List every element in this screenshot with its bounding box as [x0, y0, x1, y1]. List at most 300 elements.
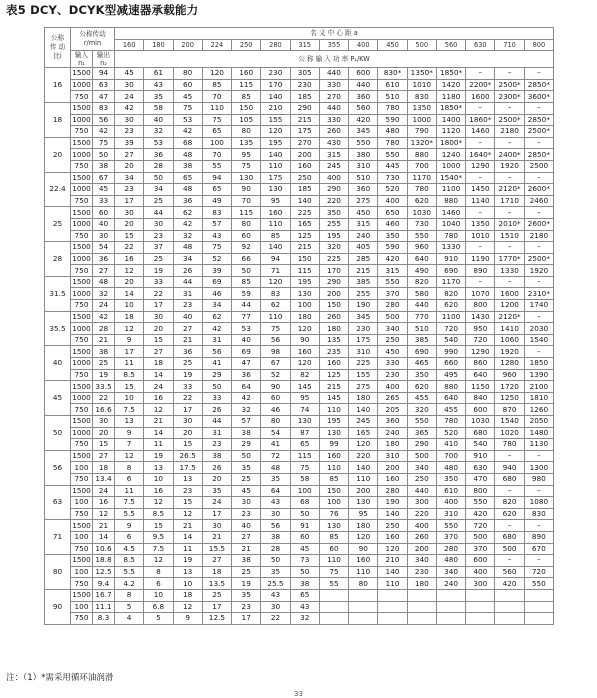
- power-cell: 17: [173, 404, 202, 416]
- output-speed-cell: 42: [93, 311, 115, 323]
- power-cell: 470: [466, 473, 495, 485]
- power-cell: 30: [144, 311, 173, 323]
- table-row: [45, 531, 554, 543]
- power-cell: 75: [261, 323, 290, 335]
- power-cell: 48: [261, 462, 290, 474]
- power-cell: 170: [261, 79, 290, 91]
- power-cell: 300: [407, 497, 436, 509]
- center-distance-800: 800: [524, 39, 553, 51]
- power-cell: 85: [319, 473, 348, 485]
- power-cell: 15: [115, 230, 144, 242]
- power-cell: 890: [524, 531, 553, 543]
- power-cell: 290: [407, 439, 436, 451]
- power-cell: 1400: [436, 114, 465, 126]
- power-cell: 110: [378, 578, 407, 590]
- power-cell: 135: [319, 334, 348, 346]
- power-cell: 8: [144, 566, 173, 578]
- power-cell: 135: [232, 137, 261, 149]
- power-cell: 70: [202, 91, 231, 103]
- power-cell: 80: [173, 68, 202, 80]
- power-cell: 57: [232, 416, 261, 428]
- power-cell: 80: [232, 218, 261, 230]
- power-cell: 680: [466, 427, 495, 439]
- power-cell: 19: [144, 265, 173, 277]
- power-cell: –: [495, 520, 524, 532]
- power-cell: 43: [202, 230, 231, 242]
- power-cell: 720: [524, 566, 553, 578]
- power-cell: 1030: [466, 416, 495, 428]
- power-cell: 14: [144, 369, 173, 381]
- power-cell: 140: [261, 91, 290, 103]
- power-cell: 24: [115, 91, 144, 103]
- table-row: [45, 450, 554, 462]
- power-cell: 720: [466, 334, 495, 346]
- output-speed-cell: 94: [93, 68, 115, 80]
- power-cell: 185: [290, 184, 319, 196]
- power-cell: 12: [173, 508, 202, 520]
- power-cell: 800: [466, 485, 495, 497]
- power-cell: 540: [466, 439, 495, 451]
- power-cell: 550: [524, 578, 553, 590]
- output-speed-cell: 19: [93, 369, 115, 381]
- table-row: [45, 520, 554, 532]
- power-cell: 140: [290, 195, 319, 207]
- power-cell: 1250: [495, 392, 524, 404]
- power-cell: –: [495, 68, 524, 80]
- power-cell: 16: [115, 253, 144, 265]
- power-cell: 2310*: [524, 288, 553, 300]
- power-cell: 50: [202, 381, 231, 393]
- power-cell: 36: [144, 149, 173, 161]
- power-cell: 1060: [495, 334, 524, 346]
- power-cell: 790: [407, 126, 436, 138]
- power-cell: 11: [115, 358, 144, 370]
- output-speed-cell: 8.3: [93, 613, 115, 625]
- power-cell: 1290: [466, 160, 495, 172]
- power-cell: 32: [144, 126, 173, 138]
- power-cell: 19: [144, 450, 173, 462]
- power-cell: 1350: [466, 218, 495, 230]
- power-cell: 8.5: [115, 369, 144, 381]
- power-cell: 120: [261, 276, 290, 288]
- power-cell: 100: [290, 485, 319, 497]
- power-cell: 175: [290, 126, 319, 138]
- power-cell: 1010: [466, 230, 495, 242]
- power-cell: 620: [495, 508, 524, 520]
- power-cell: 4.2: [115, 578, 144, 590]
- input-speed-cell: 1500: [72, 138, 91, 148]
- power-cell: 12.5: [202, 613, 231, 625]
- power-cell: –: [524, 450, 553, 462]
- power-cell: 38: [261, 531, 290, 543]
- power-cell: 37: [144, 242, 173, 254]
- input-speed-cell: 1500: [72, 68, 91, 78]
- power-cell: 1030: [407, 207, 436, 219]
- power-cell: 830*: [378, 68, 407, 80]
- power-cell: 99: [319, 439, 348, 451]
- table-row: [45, 230, 554, 242]
- power-cell: 91: [290, 520, 319, 532]
- power-cell: 1280: [495, 358, 524, 370]
- output-speed-cell: 13.4: [93, 473, 115, 485]
- power-cell: 20: [115, 160, 144, 172]
- power-cell: 305: [290, 68, 319, 80]
- power-cell: 215: [290, 114, 319, 126]
- power-cell: [466, 613, 495, 625]
- power-cell: 21: [232, 543, 261, 555]
- power-cell: 360: [349, 91, 378, 103]
- power-cell: 1920: [495, 346, 524, 358]
- power-cell: 220: [407, 508, 436, 520]
- power-cell: 21: [173, 520, 202, 532]
- power-cell: 38: [202, 450, 231, 462]
- power-cell: 500: [378, 311, 407, 323]
- power-cell: 42: [115, 102, 144, 114]
- power-cell: 1510: [495, 230, 524, 242]
- power-cell: 35: [202, 485, 231, 497]
- power-cell: [319, 613, 348, 625]
- power-cell: 20: [115, 218, 144, 230]
- table-row: [45, 369, 554, 381]
- input-speed-cell: 750: [71, 160, 93, 172]
- power-cell: 43: [290, 601, 319, 613]
- power-cell: 27: [173, 323, 202, 335]
- power-cell: 250: [378, 520, 407, 532]
- power-cell: 56: [202, 346, 231, 358]
- power-cell: 33: [173, 381, 202, 393]
- output-speed-cell: 38: [93, 160, 115, 172]
- power-cell: 510: [349, 172, 378, 184]
- power-cell: 30: [232, 497, 261, 509]
- table-row: [45, 497, 554, 509]
- output-speed-cell: 42: [93, 126, 115, 138]
- power-cell: –: [524, 346, 553, 358]
- power-cell: 17.5: [173, 462, 202, 474]
- power-cell: 25: [232, 566, 261, 578]
- output-speed-cell: 33: [93, 195, 115, 207]
- power-cell: 34: [173, 253, 202, 265]
- power-cell: 100: [202, 137, 231, 149]
- input-speed-cell: 1500: [72, 277, 91, 287]
- power-cell: 240: [378, 427, 407, 439]
- power-cell: 125: [319, 369, 348, 381]
- table-row: [45, 68, 554, 80]
- power-cell: 400: [378, 195, 407, 207]
- power-cell: 47: [232, 358, 261, 370]
- output-speed-cell: 12.5: [93, 566, 115, 578]
- power-cell: 5: [115, 601, 144, 613]
- power-cell: 75: [232, 160, 261, 172]
- power-cell: 92: [232, 242, 261, 254]
- table-row: [45, 137, 554, 149]
- power-cell: 730: [407, 218, 436, 230]
- power-cell: 7.5: [115, 497, 144, 509]
- power-cell: 55: [319, 578, 348, 590]
- power-cell: [349, 613, 378, 625]
- power-cell: 60: [173, 79, 202, 91]
- power-cell: 650: [378, 207, 407, 219]
- power-cell: 480: [436, 555, 465, 567]
- power-cell: 8: [115, 589, 144, 601]
- power-cell: 110: [319, 555, 348, 567]
- power-cell: 195: [261, 137, 290, 149]
- power-cell: 140: [378, 566, 407, 578]
- power-cell: 95: [232, 149, 261, 161]
- power-cell: 11: [144, 439, 173, 451]
- ratio-cell: 50: [45, 416, 71, 451]
- table-row: [45, 114, 554, 126]
- power-cell: 65: [202, 126, 231, 138]
- power-cell: 720: [466, 520, 495, 532]
- output-speed-cell: 24: [93, 485, 115, 497]
- power-cell: 205: [378, 404, 407, 416]
- power-cell: 2400*: [495, 149, 524, 161]
- power-cell: 550: [349, 137, 378, 149]
- power-cell: 17: [232, 613, 261, 625]
- power-cell: 62: [261, 300, 290, 312]
- power-cell: 1350*: [407, 68, 436, 80]
- power-cell: 65: [202, 184, 231, 196]
- power-cell: 20: [173, 427, 202, 439]
- power-cell: 110: [349, 473, 378, 485]
- power-cell: 28: [144, 160, 173, 172]
- power-cell: 35: [232, 589, 261, 601]
- power-cell: 160: [290, 346, 319, 358]
- power-cell: 180: [407, 578, 436, 590]
- table-row: [45, 416, 554, 428]
- power-cell: 115: [232, 207, 261, 219]
- table-row: [45, 91, 554, 103]
- power-cell: –: [524, 137, 553, 149]
- power-cell: 58: [144, 102, 173, 114]
- power-cell: 38: [290, 578, 319, 590]
- power-cell: 130: [261, 184, 290, 196]
- table-row: [45, 381, 554, 393]
- input-speed-cell: 750: [71, 265, 93, 277]
- power-cell: 7: [115, 439, 144, 451]
- power-cell: 2460: [524, 195, 553, 207]
- power-cell: 2300*: [495, 91, 524, 103]
- power-cell: 77: [232, 311, 261, 323]
- power-cell: 115: [232, 79, 261, 91]
- power-cell: 290: [319, 184, 348, 196]
- power-cell: 85: [232, 276, 261, 288]
- power-cell: 200: [319, 288, 348, 300]
- power-cell: 30: [173, 416, 202, 428]
- output-speed-cell: 27: [93, 265, 115, 277]
- output-speed-cell: 14: [93, 531, 115, 543]
- power-cell: 730: [378, 172, 407, 184]
- center-distance-200: 200: [173, 39, 202, 51]
- power-cell: 360: [349, 184, 378, 196]
- table-row: [45, 218, 554, 230]
- power-cell: 170: [319, 265, 348, 277]
- power-cell: 17: [115, 346, 144, 358]
- power-cell: –: [524, 242, 553, 254]
- power-cell: 18: [173, 589, 202, 601]
- power-cell: 440: [319, 102, 348, 114]
- power-cell: 215: [319, 381, 348, 393]
- power-cell: 110: [261, 218, 290, 230]
- power-cell: 13: [173, 566, 202, 578]
- power-cell: 17: [115, 195, 144, 207]
- power-cell: 820: [495, 497, 524, 509]
- power-cell: 420: [349, 114, 378, 126]
- power-cell: 160: [349, 555, 378, 567]
- power-cell: 770: [407, 311, 436, 323]
- power-cell: 465: [407, 358, 436, 370]
- power-cell: –: [524, 485, 553, 497]
- power-cell: 48: [173, 149, 202, 161]
- center-distance-400: 400: [349, 39, 378, 51]
- power-cell: 12: [144, 404, 173, 416]
- power-cell: 160: [319, 358, 348, 370]
- power-cell: 45: [115, 68, 144, 80]
- power-cell: 1330: [495, 265, 524, 277]
- power-cell: 90: [290, 334, 319, 346]
- power-cell: 68: [290, 497, 319, 509]
- power-cell: 2180: [524, 230, 553, 242]
- power-cell: 180: [349, 392, 378, 404]
- power-cell: 23: [232, 601, 261, 613]
- ratio-cell: 56: [45, 450, 71, 485]
- power-cell: 600: [349, 68, 378, 80]
- power-cell: 14: [144, 427, 173, 439]
- power-cell: 345: [349, 311, 378, 323]
- power-cell: 450: [378, 346, 407, 358]
- power-cell: –: [524, 172, 553, 184]
- power-cell: 200: [290, 149, 319, 161]
- power-cell: 3600*: [524, 91, 553, 103]
- power-cell: 34: [144, 184, 173, 196]
- power-cell: 27: [115, 149, 144, 161]
- table-row: [45, 589, 554, 601]
- table-row: [45, 311, 554, 323]
- power-cell: 23: [173, 485, 202, 497]
- power-header: 公 称 输 入 功 率 P₁/KW: [115, 51, 554, 68]
- power-cell: 20: [115, 276, 144, 288]
- power-cell: 1080: [524, 497, 553, 509]
- center-distance-355: 355: [319, 39, 348, 51]
- power-cell: [524, 601, 553, 613]
- power-cell: 350: [319, 207, 348, 219]
- power-cell: 980: [524, 473, 553, 485]
- power-cell: 275: [349, 195, 378, 207]
- table-row: [45, 613, 554, 625]
- power-cell: 35: [261, 566, 290, 578]
- input-speed-cell: 750: [71, 613, 93, 625]
- power-cell: 1170: [407, 172, 436, 184]
- power-cell: 700: [407, 160, 436, 172]
- power-cell: 30: [115, 207, 144, 219]
- power-cell: 120: [349, 439, 378, 451]
- power-cell: 4: [115, 613, 144, 625]
- power-cell: 1480: [524, 427, 553, 439]
- power-cell: 9: [115, 427, 144, 439]
- power-cell: 90: [349, 543, 378, 555]
- power-cell: 150: [319, 485, 348, 497]
- power-cell: 195: [319, 416, 348, 428]
- power-cell: 2600*: [524, 184, 553, 196]
- power-cell: 27: [232, 531, 261, 543]
- power-cell: 43: [261, 497, 290, 509]
- power-cell: 18: [202, 566, 231, 578]
- input-speed-cell: 1000: [72, 80, 91, 90]
- table-row: [45, 323, 554, 335]
- power-cell: 1020: [495, 427, 524, 439]
- output-speed-cell: 50: [93, 149, 115, 161]
- power-cell: 30: [202, 520, 231, 532]
- power-cell: 15: [144, 520, 173, 532]
- input-speed-cell: 1000: [72, 114, 91, 124]
- power-cell: 16: [144, 485, 173, 497]
- power-cell: 12: [144, 555, 173, 567]
- power-cell: 480: [436, 462, 465, 474]
- power-cell: 83: [261, 288, 290, 300]
- power-cell: 39: [115, 137, 144, 149]
- power-cell: 13: [115, 416, 144, 428]
- input-speed-cell: 750: [71, 230, 93, 242]
- table-title: 表5 DCY、DCYK型减速器承载能力: [6, 3, 199, 17]
- input-speed-cell: 1500: [72, 103, 91, 113]
- table-row: [45, 555, 554, 567]
- input-speed-cell: 750: [71, 439, 93, 451]
- power-cell: 640: [466, 369, 495, 381]
- power-cell: 90: [232, 184, 261, 196]
- page-number: 33: [294, 690, 303, 698]
- power-cell: 640: [436, 392, 465, 404]
- power-cell: 1540: [524, 334, 553, 346]
- power-cell: 1180: [436, 91, 465, 103]
- input-speed-cell: 750: [71, 195, 93, 207]
- power-cell: –: [466, 68, 495, 80]
- power-cell: 830: [407, 91, 436, 103]
- ratio-cell: 80: [45, 555, 71, 590]
- power-cell: 1540*: [436, 172, 465, 184]
- power-cell: 110: [202, 102, 231, 114]
- output-speed-cell: 75: [93, 137, 115, 149]
- output-speed-cell: 25: [93, 358, 115, 370]
- power-cell: 31: [202, 334, 231, 346]
- power-cell: 25: [202, 589, 231, 601]
- power-cell: 830: [524, 508, 553, 520]
- power-cell: 960: [495, 369, 524, 381]
- power-cell: 42: [202, 323, 231, 335]
- ratio-cell: 40: [45, 346, 71, 381]
- ratio-cell: 90: [45, 589, 71, 624]
- power-cell: 1260: [524, 404, 553, 416]
- power-cell: 270: [290, 137, 319, 149]
- output-speed-cell: 16: [93, 497, 115, 509]
- power-cell: 230: [290, 79, 319, 91]
- power-cell: 48: [173, 242, 202, 254]
- power-cell: 65: [173, 172, 202, 184]
- power-cell: 2010*: [495, 218, 524, 230]
- power-cell: 550: [466, 497, 495, 509]
- power-cell: 210: [261, 102, 290, 114]
- power-cell: 2120*: [495, 184, 524, 196]
- power-cell: [407, 613, 436, 625]
- power-cell: 1350: [407, 102, 436, 114]
- power-cell: 27: [144, 346, 173, 358]
- power-cell: 61: [144, 68, 173, 80]
- power-cell: 230: [378, 369, 407, 381]
- output-speed-header: 输出 n₂: [93, 51, 115, 68]
- power-cell: 55: [202, 160, 231, 172]
- power-cell: [524, 613, 553, 625]
- power-cell: 220: [349, 450, 378, 462]
- table-row: [45, 543, 554, 555]
